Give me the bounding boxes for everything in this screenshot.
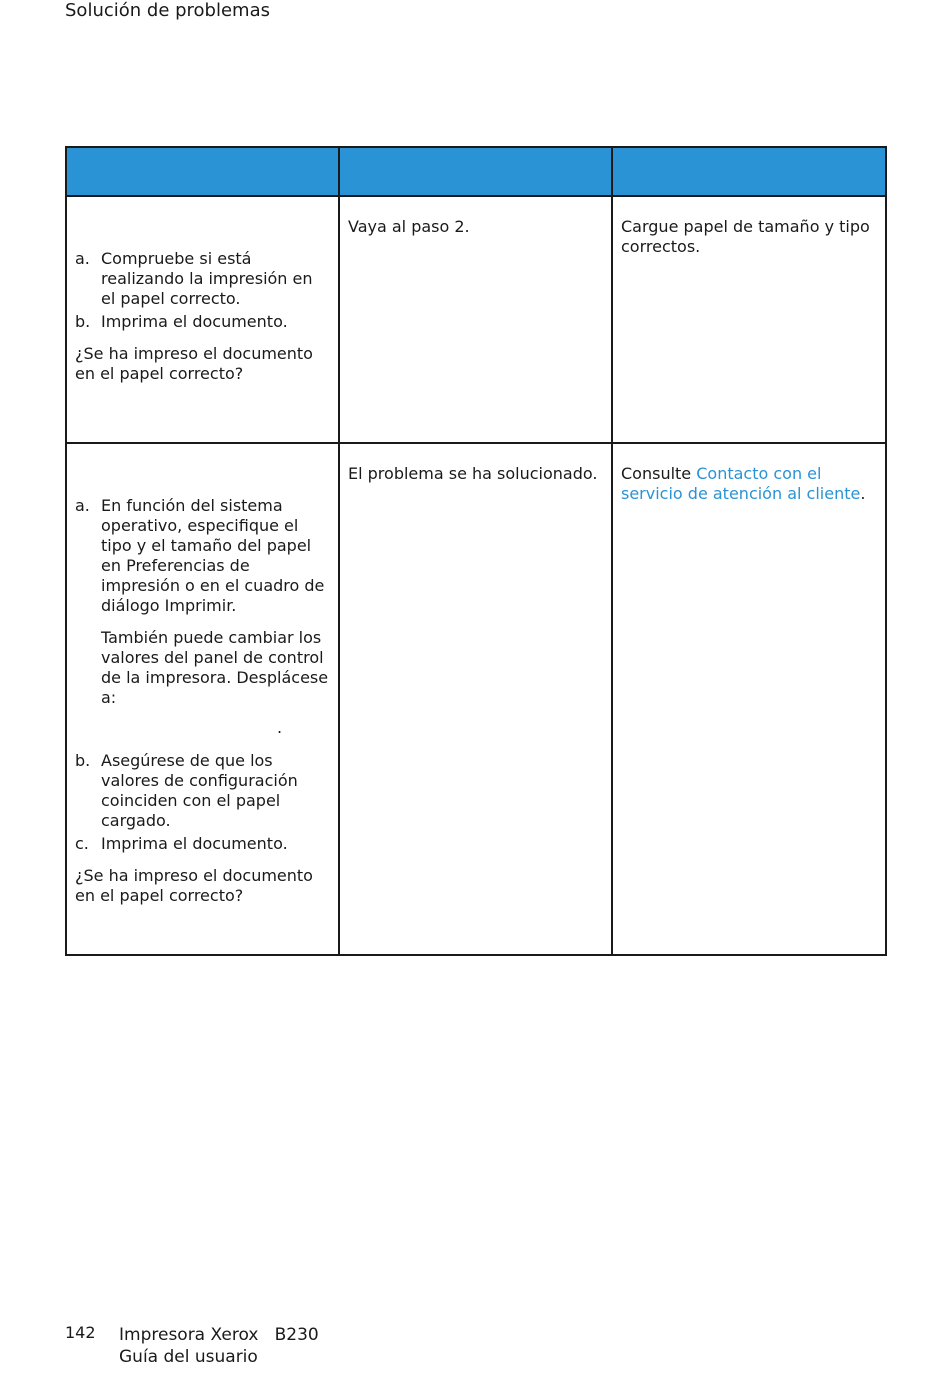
question-text: ¿Se ha impreso el documento en el papel correcto?: [75, 866, 313, 905]
no-text-prefix: Consulte: [621, 464, 697, 483]
no-cell: [612, 443, 886, 955]
action-cell: [66, 196, 339, 443]
step-list: [75, 249, 330, 332]
step-text: En función del sistema operativo, especifique el tipo y el tamaño del papel en Preferencias de impresión o en el cuadro de diálogo Imprimir.: [101, 496, 325, 615]
step-text: Imprima el documento.: [101, 834, 288, 853]
no-text-suffix: .: [860, 484, 866, 503]
step-text: Imprima el documento.: [101, 312, 288, 331]
table-row: [66, 443, 886, 955]
guide-name: Guía del usuario: [119, 1347, 258, 1367]
yes-text: El problema se ha solucionado.: [348, 464, 598, 483]
table-row: [66, 196, 886, 443]
action-cell: [66, 443, 339, 955]
header-cell-yes: [339, 147, 612, 196]
page-number: 142: [65, 1323, 96, 1342]
menu-path-end: .: [277, 718, 283, 737]
list-marker: b.: [75, 751, 91, 770]
list-marker: c.: [75, 834, 89, 853]
step-text: Compruebe si está realizando la impresión en el papel correcto.: [101, 249, 313, 308]
list-item: [75, 834, 330, 854]
list-item: [75, 751, 330, 831]
yes-cell: [339, 443, 612, 955]
step-text: Asegúrese de que los valores de configuración coinciden con el papel cargado.: [101, 751, 298, 830]
product-name: Impresora Xerox B230: [119, 1325, 319, 1345]
table-header-row: [66, 147, 886, 196]
running-header: Solución de problemas: [65, 0, 270, 21]
list-item: [75, 496, 330, 748]
list-marker: b.: [75, 312, 91, 331]
menu-path: [101, 708, 330, 748]
no-cell: [612, 196, 886, 443]
footer-title: [119, 1324, 319, 1368]
question-text: ¿Se ha impreso el documento en el papel correcto?: [75, 344, 313, 383]
list-marker: a.: [75, 249, 90, 268]
list-item: [75, 312, 330, 332]
header-cell-no: [612, 147, 886, 196]
no-text: Cargue papel de tamaño y tipo correctos.: [621, 217, 870, 256]
step-list: [75, 496, 330, 854]
yes-text: Vaya al paso 2.: [348, 217, 470, 236]
customer-support-link[interactable]: Contacto con el servicio de atención al cliente: [621, 464, 861, 503]
header-cell-action: [66, 147, 339, 196]
list-item: [75, 249, 330, 309]
troubleshooting-table: [65, 146, 887, 956]
step-note: También puede cambiar los valores del panel de control de la impresora. Desplácese a:: [101, 628, 329, 707]
yes-cell: [339, 196, 612, 443]
list-marker: a.: [75, 496, 90, 515]
